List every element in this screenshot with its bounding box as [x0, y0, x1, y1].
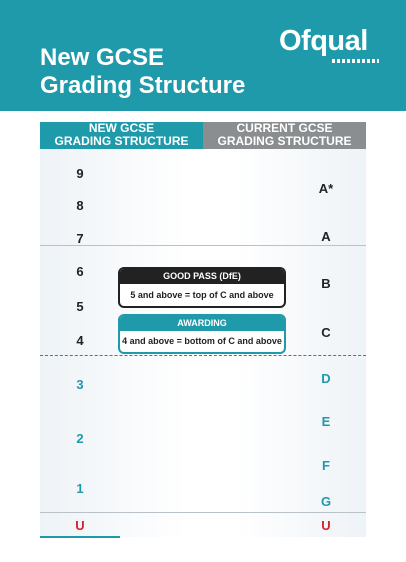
title-line-2: Grading Structure — [40, 72, 246, 99]
new-grade-7: 7 — [76, 231, 84, 246]
current-grade-g: G — [320, 494, 332, 509]
good-pass-text: 5 and above = top of C and above — [130, 290, 274, 300]
new-grade-u: U — [75, 518, 85, 533]
dashed-divider-4-3 — [40, 355, 366, 356]
current-grade-b: B — [321, 276, 331, 291]
bottom-accent-line — [40, 536, 120, 538]
awarding-title: AWARDING — [120, 316, 284, 331]
divider-1-u — [40, 512, 366, 513]
logo-dots-decoration — [332, 59, 379, 63]
new-grade-1: 1 — [76, 481, 84, 496]
awarding-box — [118, 314, 286, 354]
current-grade-e: E — [321, 414, 331, 429]
current-grade-a: A — [321, 229, 331, 244]
current-grade-c: C — [321, 325, 331, 340]
ofqual-logo: Ofqual — [279, 25, 368, 57]
current-gcse-column-header — [203, 122, 366, 149]
new-header-line-2: GRADING STRUCTURE — [54, 134, 189, 148]
current-grade-a-star: A* — [318, 181, 334, 196]
current-grade-d: D — [321, 371, 331, 386]
new-grade-5: 5 — [76, 299, 84, 314]
new-grade-4: 4 — [76, 333, 84, 348]
awarding-text: 4 and above = bottom of C and above — [122, 336, 282, 346]
new-grade-8: 8 — [76, 198, 84, 213]
good-pass-box — [118, 267, 286, 308]
new-gcse-column-header — [40, 122, 203, 149]
header-banner — [0, 0, 406, 111]
new-grade-2: 2 — [76, 431, 84, 446]
current-header-line-1: CURRENT GCSE — [236, 121, 333, 135]
current-grade-u: U — [321, 518, 331, 533]
new-grade-6: 6 — [76, 264, 84, 279]
current-header-line-2: GRADING STRUCTURE — [217, 134, 352, 148]
current-grade-f: F — [322, 458, 330, 473]
new-grade-3: 3 — [76, 377, 84, 392]
new-header-line-1: NEW GCSE — [88, 121, 155, 135]
good-pass-title: GOOD PASS (DfE) — [120, 269, 284, 284]
new-grade-9: 9 — [76, 166, 84, 181]
title-line-1: New GCSE — [40, 44, 165, 71]
page-title — [40, 44, 245, 100]
